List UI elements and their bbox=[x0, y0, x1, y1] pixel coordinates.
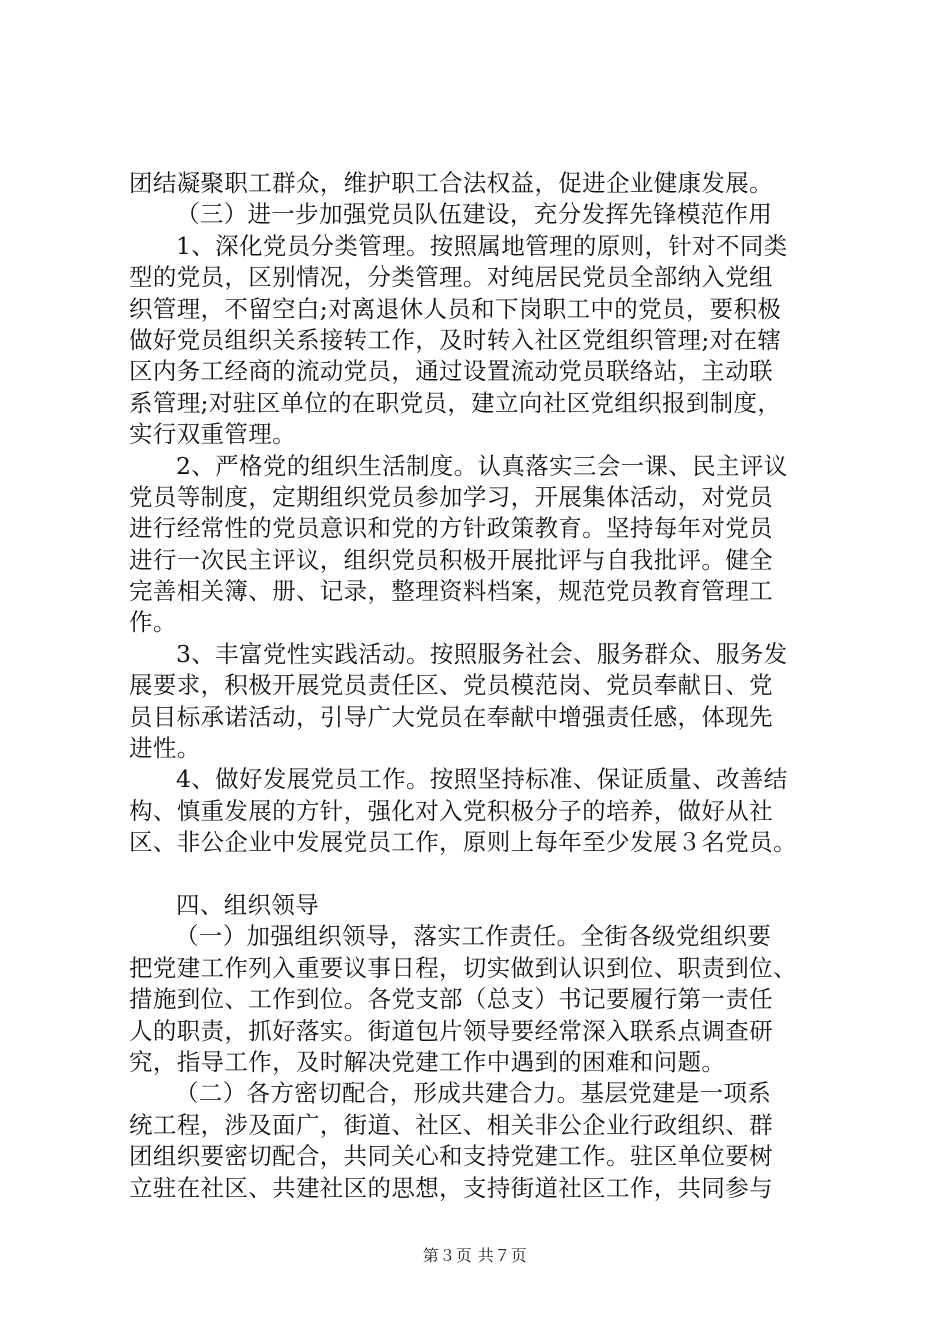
body-line: 团结凝聚职工群众，维护职工合法权益，促进企业健康发展。 bbox=[129, 169, 773, 197]
body-line: 织管理，不留空白;对离退休人员和下岗职工中的党员，要积极 bbox=[129, 294, 782, 323]
section-heading-4: 四、组织领导 bbox=[176, 890, 320, 919]
body-line: 进行一次民主评议，组织党员积极开展批评与自我批评。健全 bbox=[129, 545, 773, 574]
paragraph-start-3: 3、丰富党性实践活动。按照服务社会、服务群众、服务发 bbox=[176, 639, 788, 668]
body-line: 员目标承诺活动，引导广大党员在奉献中增强责任感，体现先 bbox=[129, 702, 773, 731]
page-number-footer: 第３页 共７页 bbox=[422, 1246, 528, 1265]
body-line: 展要求，积极开展党员责任区、党员模范岗、党员奉献日、党 bbox=[129, 671, 773, 700]
section-heading-3: （三）进一步加强党员队伍建设，充分发挥先锋模范作用 bbox=[176, 200, 773, 229]
body-line: 型的党员，区别情况，分类管理。对纯居民党员全部纳入党组 bbox=[129, 263, 773, 292]
body-line: 究，指导工作，及时解决党建工作中遇到的困难和问题。 bbox=[129, 1047, 726, 1076]
paragraph-start-4: 4、做好发展党员工作。按照坚持标准、保证质量、改善结 bbox=[176, 765, 788, 794]
body-line: 区内务工经商的流动党员，通过设置流动党员联络站，主动联 bbox=[129, 357, 773, 386]
paragraph-start-2: 2、严格党的组织生活制度。认真落实三会一课、民主评议 bbox=[176, 451, 788, 480]
paragraph-start-1: 1、深化党员分类管理。按照属地管理的原则，针对不同类 bbox=[176, 231, 788, 260]
body-line: 系管理;对驻区单位的在职党员，建立向社区党组织报到制度， bbox=[129, 388, 782, 417]
subsection-start-2: （二）各方密切配合，形成共建合力。基层党建是一项系 bbox=[175, 1079, 772, 1108]
body-line: 立驻在社区、共建社区的思想，支持街道社区工作，共同参与 bbox=[129, 1173, 773, 1202]
body-line: 区、非公企业中发展党员工作，原则上每年至少发展３名党员。 bbox=[129, 828, 797, 857]
body-line: 做好党员组织关系接转工作，及时转入社区党组织管理;对在辖 bbox=[129, 325, 782, 354]
body-line: 党员等制度，定期组织党员参加学习，开展集体活动，对党员 bbox=[129, 482, 773, 511]
body-line: 人的职责，抓好落实。街道包片领导要经常深入联系点调查研 bbox=[129, 1016, 773, 1045]
subsection-start-1: （一）加强组织领导，落实工作责任。全街各级党组织要 bbox=[175, 922, 772, 951]
blank-line bbox=[129, 859, 844, 890]
document-body bbox=[129, 168, 844, 1204]
body-line: 进行经常性的党员意识和党的方针政策教育。坚持每年对党员 bbox=[129, 514, 773, 543]
body-line: 构、慎重发展的方针，强化对入党积极分子的培养，做好从社 bbox=[129, 796, 773, 825]
body-line: 统工程，涉及面广，街道、社区、相关非公企业行政组织、群 bbox=[129, 1110, 773, 1139]
body-line: 实行双重管理。 bbox=[129, 420, 296, 449]
body-line: 完善相关簿、册、记录，整理资料档案，规范党员教育管理工 bbox=[129, 577, 773, 606]
body-line: 作。 bbox=[129, 608, 177, 637]
body-line: 把党建工作列入重要议事日程，切实做到认识到位、职责到位、 bbox=[129, 953, 797, 982]
body-line: 措施到位、工作到位。各党支部（总支）书记要履行第一责任 bbox=[129, 985, 773, 1014]
body-line: 团组织要密切配合，共同关心和支持党建工作。驻区单位要树 bbox=[129, 1142, 773, 1171]
body-line: 进性。 bbox=[129, 734, 201, 763]
